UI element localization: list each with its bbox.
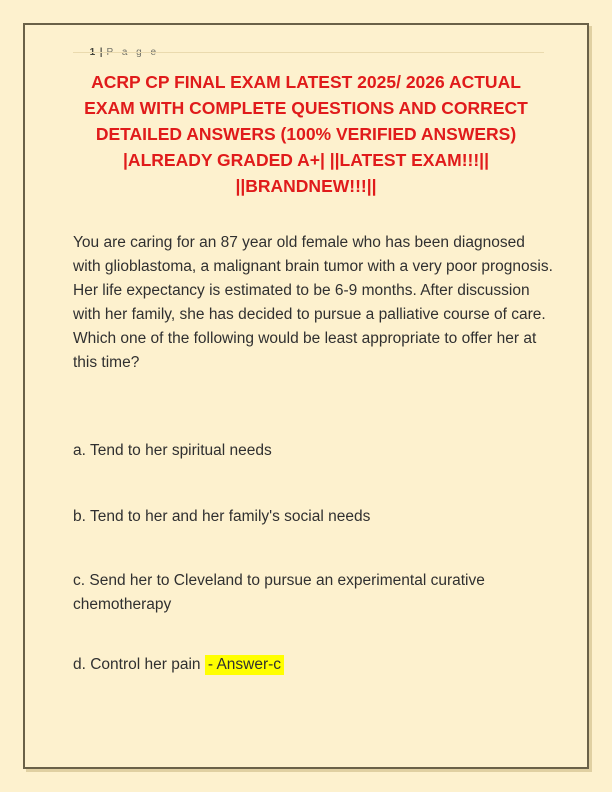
answer-highlight: - Answer-c (205, 655, 284, 675)
option-b: b. Tend to her and her family's social needs (73, 508, 371, 525)
exam-title (27, 69, 585, 199)
exam-title-line: DETAILED ANSWERS (100% VERIFIED ANSWERS) (95, 124, 517, 144)
header-rule (73, 52, 544, 53)
exam-title-line: ||BRANDNEW!!!|| (235, 176, 377, 196)
page-border-frame (23, 23, 589, 769)
option-a: a. Tend to her spiritual needs (73, 442, 272, 459)
exam-title-line: ACRP CP FINAL EXAM LATEST 2025/ 2026 ACTUAL (91, 72, 521, 92)
option-d (73, 653, 553, 677)
page-word: P a g e (106, 47, 160, 58)
exam-title-line: |ALREADY GRADED A+| ||LATEST EXAM!!!|| (123, 150, 489, 170)
exam-title-line: EXAM WITH COMPLETE QUESTIONS AND CORRECT (84, 98, 528, 118)
question-text: You are caring for an 87 year old female who has been diagnosed with glioblastoma, a malignant brain tumor with a very poor prognosis. Her life expectancy is estimated to be 6-9 months. After discussion with her family, she has decided to pursue a palliative course of care. Which one of the following would be least appropriate to offer her at this time? (73, 234, 553, 371)
page-number: 1 (89, 47, 96, 58)
option-d-text: d. Control her pain (73, 656, 205, 673)
header-separator: | (99, 47, 103, 58)
option-c: c. Send her to Cleveland to pursue an experimental curative chemotherapy (73, 572, 485, 613)
